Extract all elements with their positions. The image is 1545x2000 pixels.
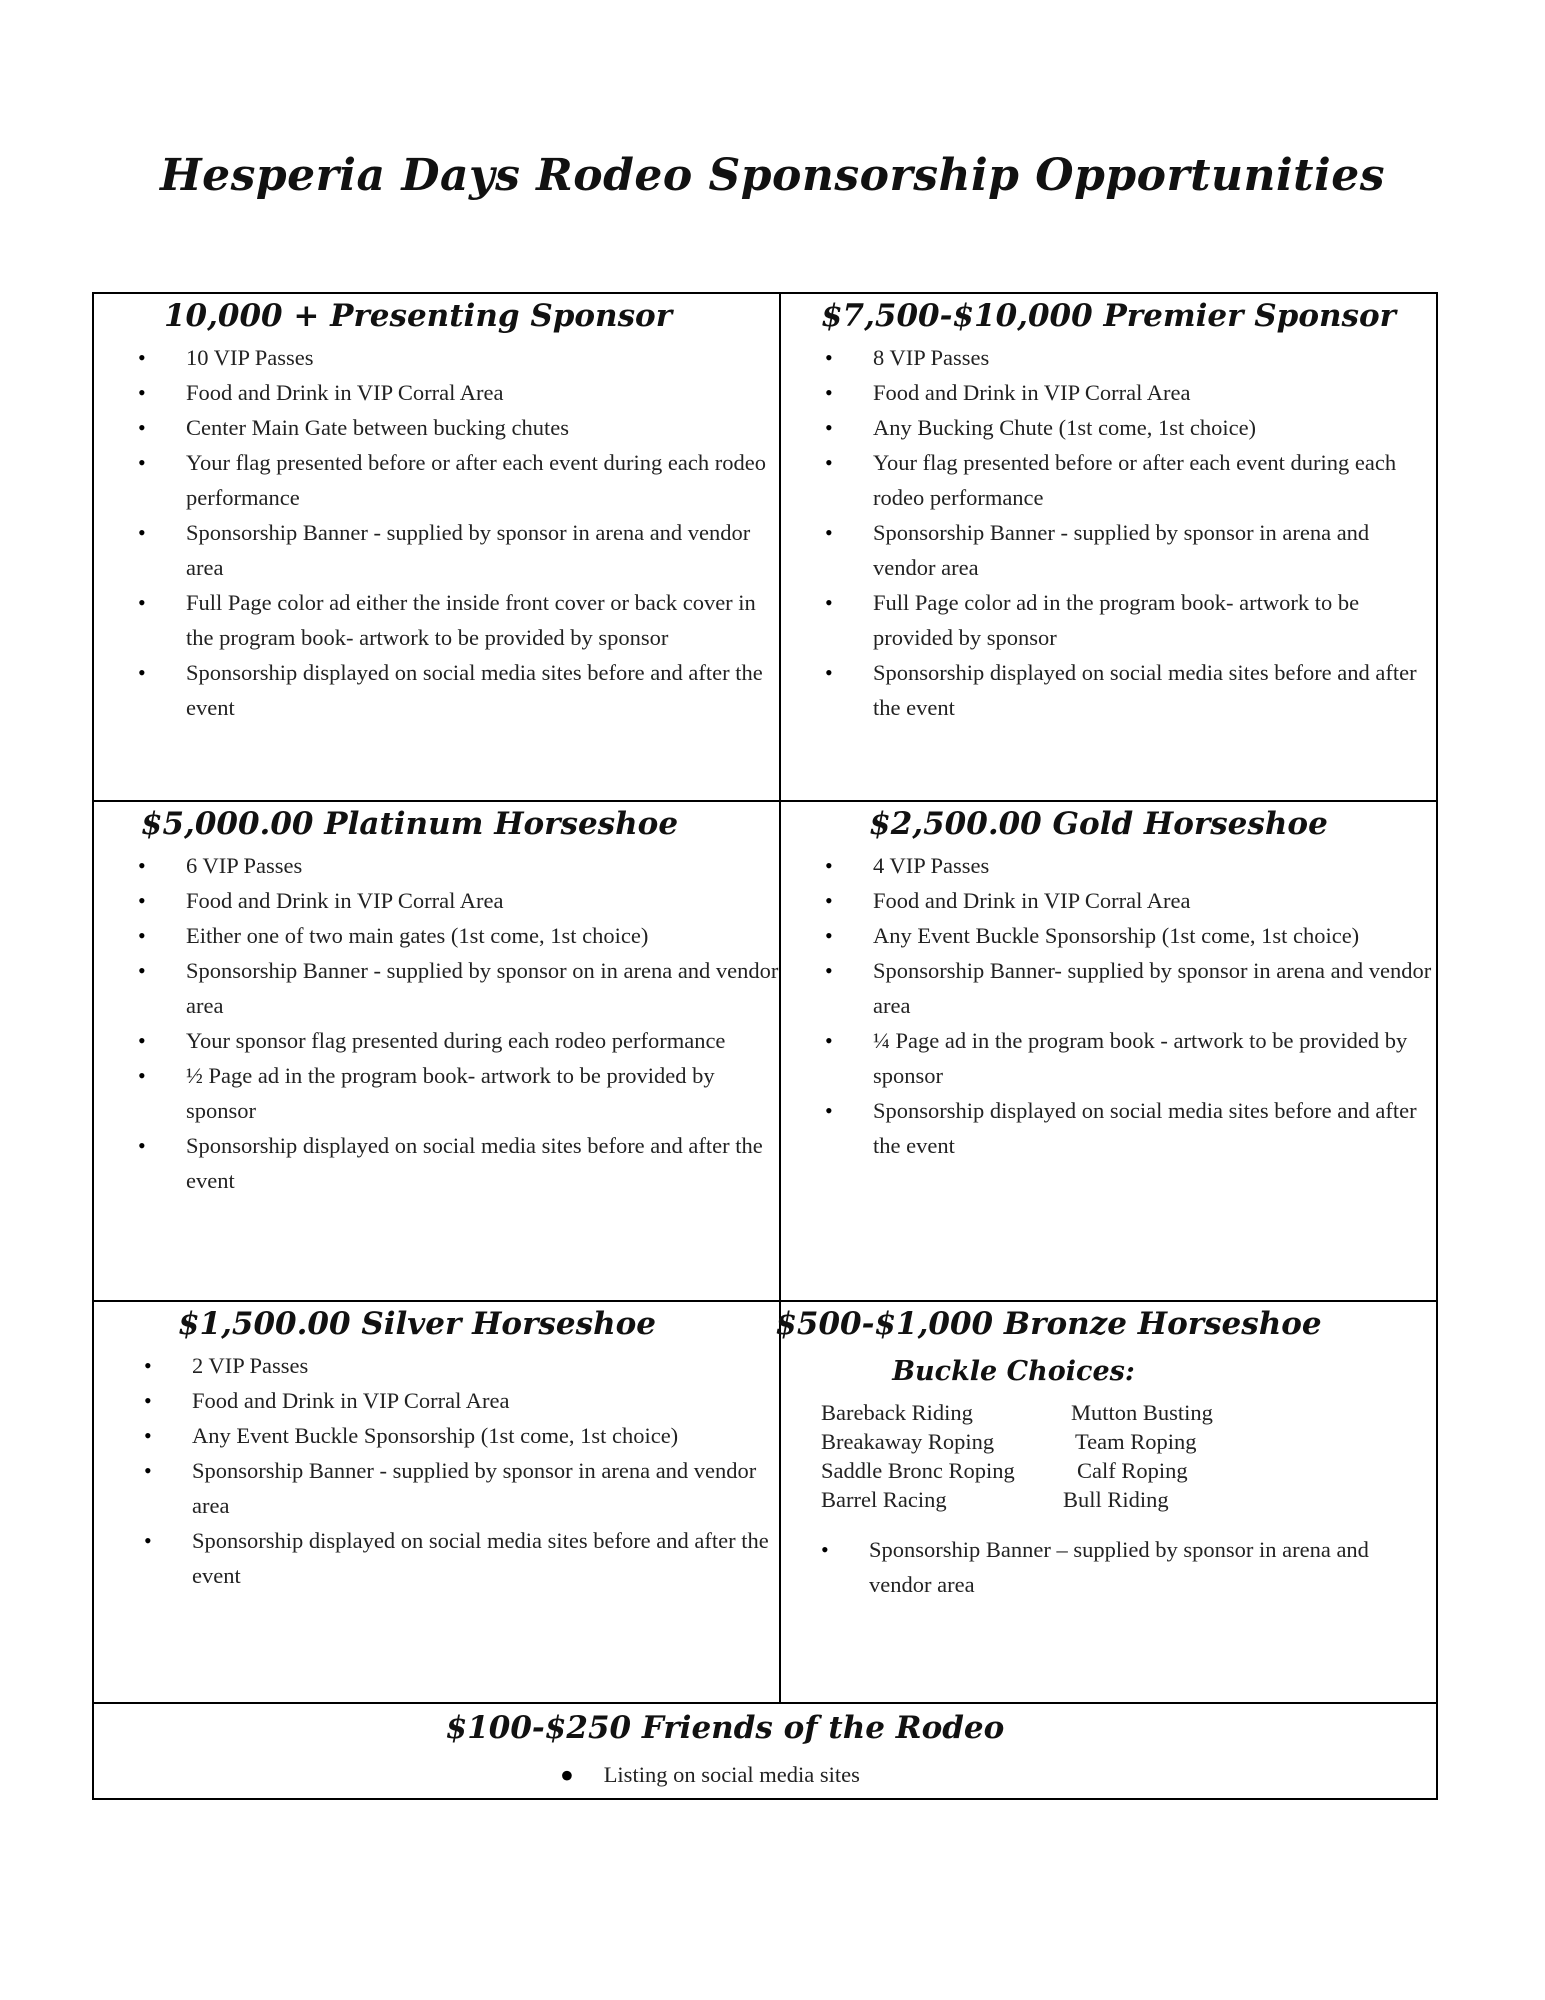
tier-title: 10,000 + Presenting Sponsor: [163, 298, 673, 334]
benefit-item: • Any Bucking Chute (1st come, 1st choice): [781, 410, 1436, 445]
tier-title: $7,500-$10,000 Premier Sponsor: [820, 298, 1397, 334]
buckle-choices-title: Buckle Choices:: [892, 1356, 1135, 1387]
buckle-choice: Barrel Racing: [821, 1487, 947, 1512]
benefit-item: • 8 VIP Passes: [781, 340, 1436, 375]
benefit-item: • Your sponsor flag presented during each rodeo performance: [94, 1023, 780, 1058]
benefit-item: • Food and Drink in VIP Corral Area: [781, 375, 1436, 410]
benefit-item: • ¼ Page ad in the program book - artwork to be provided by sponsor: [781, 1023, 1436, 1093]
benefit-item: • Either one of two main gates (1st come, 1st choice): [94, 918, 780, 953]
benefit-item: • Any Event Buckle Sponsorship (1st come, 1st choice): [781, 918, 1436, 953]
buckle-choice: Saddle Bronc Roping: [821, 1458, 1015, 1483]
tier-title: $1,500.00 Silver Horseshoe: [177, 1306, 657, 1342]
benefit-item: • Food and Drink in VIP Corral Area: [94, 375, 780, 410]
bullet: ●: [560, 1762, 574, 1787]
benefit-item: • Your flag presented before or after each event during each rodeo performance: [94, 445, 780, 515]
benefit-item: • Sponsorship Banner - supplied by sponsor in arena and vendor area: [94, 515, 780, 585]
tier-title: $100-$250 Friends of the Rodeo: [445, 1710, 1005, 1746]
benefit-item: • Sponsorship Banner- supplied by sponsor in arena and vendor area: [781, 953, 1436, 1023]
benefit-item: • Your flag presented before or after each event during each rodeo performance: [781, 445, 1436, 515]
benefit-item: • 4 VIP Passes: [781, 848, 1436, 883]
benefit-list: [777, 1532, 1436, 1602]
tier-title: $2,500.00 Gold Horseshoe: [869, 806, 1328, 842]
benefit-item: • Any Event Buckle Sponsorship (1st come, 1st choice): [100, 1418, 780, 1453]
benefit-item: • Sponsorship displayed on social media sites before and after the event: [781, 1093, 1436, 1163]
benefit-item: • Food and Drink in VIP Corral Area: [94, 883, 780, 918]
benefit-item: • Full Page color ad either the inside front cover or back cover in the program book- artwork to be provided by sponsor: [94, 585, 780, 655]
benefit-list: [94, 848, 780, 1198]
benefit-item: • Food and Drink in VIP Corral Area: [781, 883, 1436, 918]
tier-presenting: [94, 294, 780, 800]
benefit-list: [94, 340, 780, 725]
benefit-item: • Sponsorship displayed on social media sites before and after the event: [94, 1128, 780, 1198]
benefit-item: • Food and Drink in VIP Corral Area: [100, 1383, 780, 1418]
buckle-choice: Team Roping: [1075, 1429, 1197, 1454]
benefit-item: • Sponsorship Banner - supplied by sponsor on in arena and vendor area: [94, 953, 780, 1023]
benefit-item: • Sponsorship displayed on social media sites before and after the event: [781, 655, 1436, 725]
benefit-item: • 6 VIP Passes: [94, 848, 780, 883]
buckle-choice: Bull Riding: [1063, 1487, 1169, 1512]
benefit-text: Listing on social media sites: [603, 1762, 860, 1787]
tier-platinum: [94, 802, 780, 1300]
benefit-item: • Sponsorship Banner – supplied by sponsor in arena and vendor area: [777, 1532, 1436, 1602]
sponsorship-table: [92, 292, 1438, 1800]
benefit-item: [0, 1758, 1436, 1792]
tier-bronze: [775, 1302, 1436, 1702]
benefit-item: • Sponsorship displayed on social media sites before and after the event: [100, 1523, 780, 1593]
tier-title: $5,000.00 Platinum Horseshoe: [140, 806, 679, 842]
benefit-item: • Center Main Gate between bucking chutes: [94, 410, 780, 445]
benefit-item: • Sponsorship Banner - supplied by sponsor in arena and vendor area: [781, 515, 1436, 585]
buckle-choices-grid: [821, 1398, 1436, 1518]
benefit-list: [781, 340, 1436, 725]
benefit-item: • 2 VIP Passes: [100, 1348, 780, 1383]
benefit-item: • ½ Page ad in the program book- artwork to be provided by sponsor: [94, 1058, 780, 1128]
tier-premier: [781, 294, 1436, 800]
benefit-list: [781, 848, 1436, 1163]
buckle-choice: Calf Roping: [1077, 1458, 1188, 1483]
buckle-choice: Bareback Riding: [821, 1400, 973, 1425]
buckle-choice: Mutton Busting: [1071, 1400, 1213, 1425]
benefit-item: • 10 VIP Passes: [94, 340, 780, 375]
tier-title: $500-$1,000 Bronze Horseshoe: [775, 1306, 1322, 1342]
tier-friends: [94, 1704, 1436, 1798]
tier-gold: [781, 802, 1436, 1300]
buckle-choice: Breakaway Roping: [821, 1429, 995, 1454]
benefit-item: • Sponsorship Banner - supplied by sponsor in arena and vendor area: [100, 1453, 780, 1523]
benefit-item: • Full Page color ad in the program book- artwork to be provided by sponsor: [781, 585, 1436, 655]
benefit-item: • Sponsorship displayed on social media sites before and after the event: [94, 655, 780, 725]
page-title: Hesperia Days Rodeo Sponsorship Opportunities: [160, 150, 1385, 201]
